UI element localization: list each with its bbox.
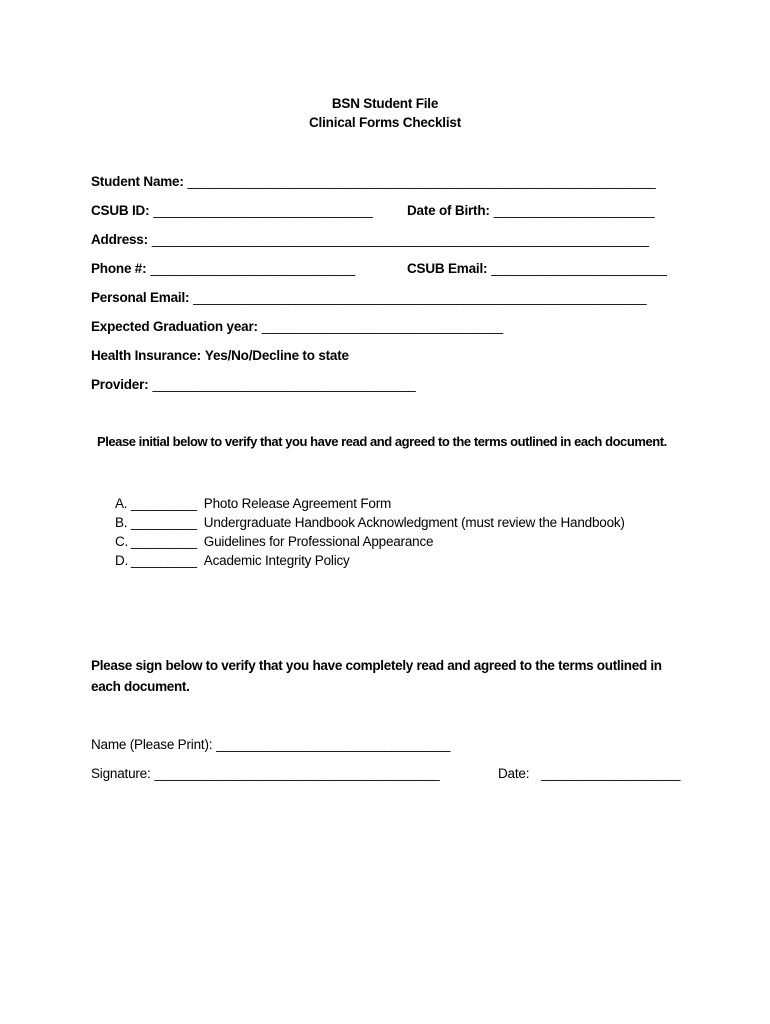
phone-email-row [91, 259, 679, 279]
printed-name-label: Name (Please Print): [91, 737, 213, 752]
address-field[interactable]: ____________________________________________________________________ [151, 232, 649, 247]
item-text: Undergraduate Handbook Acknowledgment (must review the Handbook) [203, 515, 625, 530]
signature-field[interactable]: _______________________________________ [154, 766, 440, 781]
title-line-2: Clinical Forms Checklist [309, 115, 461, 130]
graduation-year-label: Expected Graduation year: [91, 319, 258, 334]
graduation-year-field[interactable]: _________________________________ [261, 319, 503, 334]
item-letter: C. [115, 534, 129, 549]
student-name-row [91, 172, 679, 192]
address-row [91, 230, 679, 250]
signature-date-row [91, 764, 679, 784]
health-insurance-row [91, 346, 679, 366]
student-name-label: Student Name: [91, 174, 184, 189]
provider-field[interactable]: ____________________________________ [152, 377, 416, 392]
csubid-dob-row [91, 201, 679, 221]
list-item [115, 551, 679, 570]
date-of-birth-field[interactable]: ______________________ [493, 203, 655, 218]
csub-email-label: CSUB Email: [407, 261, 488, 276]
phone-label: Phone #: [91, 261, 147, 276]
initial-field-d[interactable]: _________ [131, 553, 197, 568]
provider-row [91, 375, 679, 395]
title-line-1: BSN Student File [331, 96, 439, 111]
phone-field[interactable]: ____________________________ [150, 261, 356, 276]
date-of-birth-group [407, 201, 654, 221]
csub-email-field[interactable]: ________________________ [491, 261, 667, 276]
csub-id-label: CSUB ID: [91, 203, 150, 218]
initial-field-b[interactable]: _________ [131, 515, 197, 530]
sign-instruction: Please sign below to verify that you have completely read and agreed to the terms outlined in each document. [91, 658, 662, 694]
health-insurance-label: Health Insurance: [91, 348, 201, 363]
item-text: Guidelines for Professional Appearance [203, 534, 434, 549]
address-label: Address: [91, 232, 148, 247]
initial-field-c[interactable]: _________ [131, 534, 197, 549]
printed-name-field[interactable]: ________________________________ [216, 737, 451, 752]
student-name-field[interactable]: ________________________________________________________________ [187, 174, 656, 189]
personal-email-field[interactable]: ______________________________________________________________ [193, 290, 647, 305]
document-title [91, 94, 679, 132]
item-letter: B. [115, 515, 128, 530]
signature-label: Signature: [91, 766, 151, 781]
health-insurance-options[interactable]: Yes/No/Decline to state [204, 348, 349, 363]
provider-label: Provider: [91, 377, 149, 392]
list-item [115, 532, 679, 551]
item-letter: A. [115, 496, 128, 511]
initial-instruction: Please initial below to verify that you have read and agreed to the terms outlined in each document. [97, 434, 667, 449]
initial-field-a[interactable]: _________ [131, 496, 197, 511]
printed-name-row [91, 735, 679, 755]
date-of-birth-label: Date of Birth: [407, 203, 490, 218]
initial-checklist [91, 494, 679, 570]
graduation-year-row [91, 317, 679, 337]
signature-section [91, 735, 679, 784]
csub-id-field[interactable]: ______________________________ [153, 203, 373, 218]
date-group [498, 764, 680, 784]
student-info-section [91, 172, 679, 395]
item-letter: D. [115, 553, 129, 568]
item-text: Academic Integrity Policy [203, 553, 350, 568]
personal-email-row [91, 288, 679, 308]
personal-email-label: Personal Email: [91, 290, 190, 305]
date-label: Date: [498, 766, 530, 781]
list-item [115, 513, 679, 532]
list-item [115, 494, 679, 513]
csub-email-group [407, 259, 667, 279]
date-field[interactable]: ___________________ [541, 766, 681, 781]
item-text: Photo Release Agreement Form [203, 496, 392, 511]
